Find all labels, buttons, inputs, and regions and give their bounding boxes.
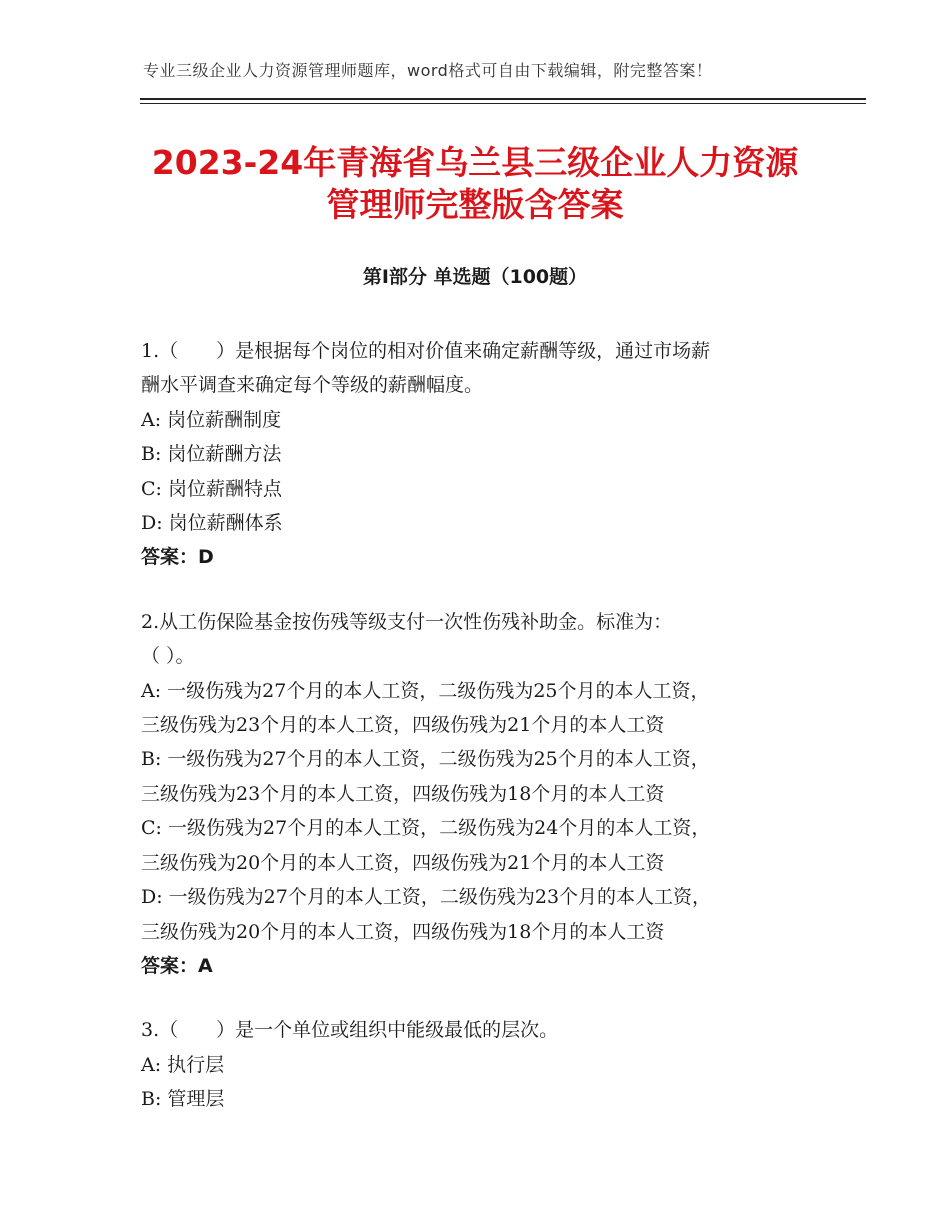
question-2 xyxy=(141,605,806,983)
header-divider-thin xyxy=(140,103,866,104)
option-a: A: 岗位薪酬制度 xyxy=(141,408,282,431)
question-stem-line: 3.（ ）是一个单位或组织中能级最低的层次。 xyxy=(141,1019,559,1042)
question-list xyxy=(141,334,806,1147)
title-line-2: 管理师完整版含答案 xyxy=(326,185,624,224)
question-stem-line: （ ）。 xyxy=(141,645,195,668)
question-stem-line: 2.从工伤保险基金按伤残等级支付一次性伤残补助金。标准为： xyxy=(141,610,673,633)
option-b: B: 管理层 xyxy=(141,1088,225,1111)
option-b: B: 一级伤残为27个月的本人工资，二级伤残为25个月的本人工资， xyxy=(141,748,710,771)
title-line-1: 2023-24年青海省乌兰县三级企业人力资源 xyxy=(151,143,799,182)
option-b-continued: 三级伤残为23个月的本人工资，四级伤残为18个月的本人工资 xyxy=(141,782,665,805)
page-header-text: 专业三级企业人力资源管理师题库，word格式可自由下载编辑，附完整答案！ xyxy=(143,61,713,80)
answer-label: 答案：D xyxy=(141,546,214,569)
document-title xyxy=(100,142,850,226)
option-d-continued: 三级伤残为20个月的本人工资，四级伤残为18个月的本人工资 xyxy=(141,920,665,943)
question-stem-line: 1.（ ）是根据每个岗位的相对价值来确定薪酬等级，通过市场薪 xyxy=(141,340,711,362)
option-b: B: 岗位薪酬方法 xyxy=(141,443,282,466)
section-heading: 第Ⅰ部分 单选题（100题） xyxy=(362,266,588,288)
option-a-continued: 三级伤残为23个月的本人工资，四级伤残为21个月的本人工资 xyxy=(141,714,665,737)
option-c: C: 岗位薪酬特点 xyxy=(141,477,282,500)
option-d: D: 岗位薪酬体系 xyxy=(141,512,283,535)
header-divider-thick xyxy=(140,98,866,100)
question-1 xyxy=(141,334,806,575)
question-stem-line: 酬水平调查来确定每个等级的薪酬幅度。 xyxy=(141,374,484,397)
question-3 xyxy=(141,1013,806,1116)
option-d: D: 一级伤残为27个月的本人工资，二级伤残为23个月的本人工资， xyxy=(141,886,712,909)
option-a: A: 执行层 xyxy=(141,1053,225,1076)
option-c-continued: 三级伤残为20个月的本人工资，四级伤残为21个月的本人工资 xyxy=(141,851,665,874)
option-a: A: 一级伤残为27个月的本人工资，二级伤残为25个月的本人工资， xyxy=(141,679,710,702)
answer-label: 答案：A xyxy=(141,954,213,977)
option-c: C: 一级伤残为27个月的本人工资，二级伤残为24个月的本人工资， xyxy=(141,817,711,840)
